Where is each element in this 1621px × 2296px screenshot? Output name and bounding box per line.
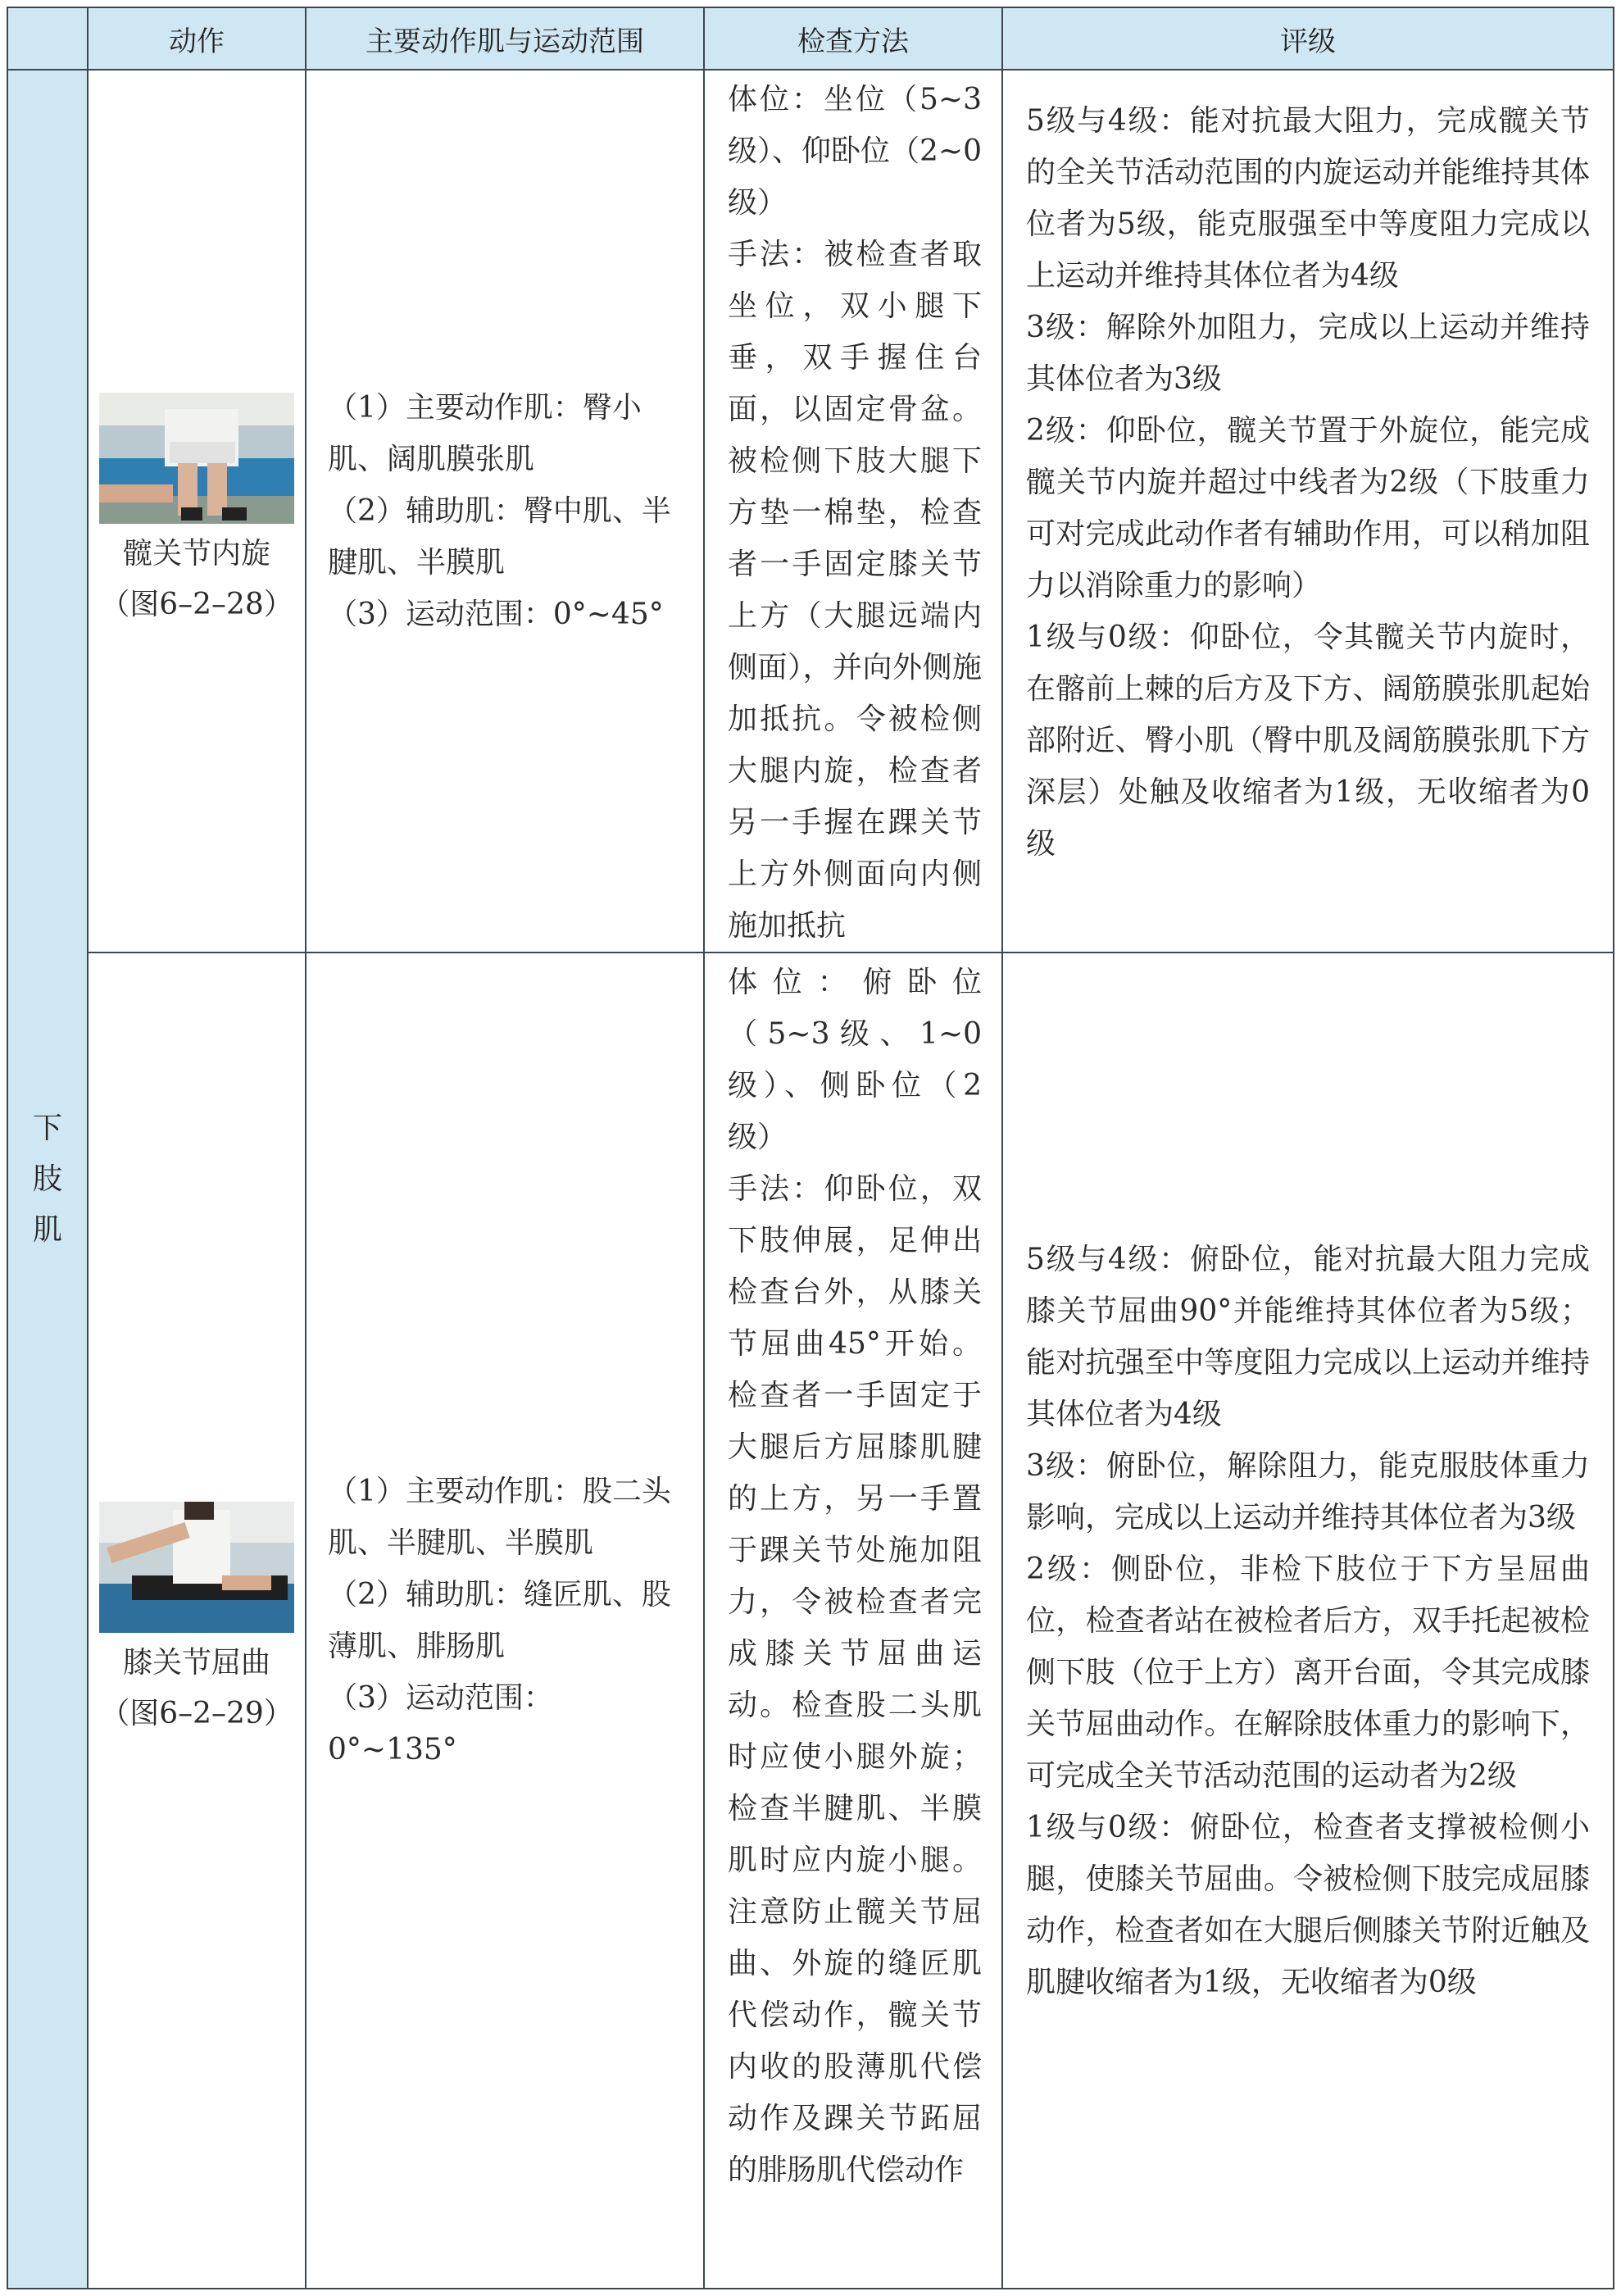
grade-line: 1级与0级：俯卧位，检查者支撑被检侧小腿，使膝关节屈曲。令被检侧下肢完成屈膝动作，检查者如在大腿后侧膝关节附近触及肌腱收缩者为1级，无收缩者为0级 bbox=[1026, 1810, 1590, 1999]
method-cell bbox=[704, 952, 1002, 2289]
grade-cell bbox=[1002, 952, 1614, 2289]
muscles-line: （2）辅助肌：臀中肌、半腱肌、半膜肌 bbox=[328, 494, 671, 580]
group-cell bbox=[7, 70, 88, 2289]
muscles-line: （1）主要动作肌：股二头肌、半腱肌、半膜肌 bbox=[328, 1475, 671, 1560]
header-group bbox=[7, 7, 88, 70]
muscle-test-table bbox=[7, 7, 1614, 2289]
method-technique: 手法：被检查者取坐位，双小腿下垂，双手握住台面，以固定骨盆。被检侧下肢大腿下方垫一棉垫，检查者一手固定膝关节上方（大腿远端内侧面），并向外侧施加抵抗。令被检侧大腿内旋，检查者另一手握在踝关节上方外侧面向内侧施加抵抗 bbox=[728, 238, 982, 943]
muscles-line: （2）辅助肌：缝匠肌、股薄肌、腓肠肌 bbox=[328, 1578, 671, 1663]
table-row bbox=[7, 70, 1614, 952]
grade-line: 5级与4级：能对抗最大阻力，完成髋关节的全关节活动范围的内旋运动并能维持其体位者为5级，能克服强至中等度阻力完成以上运动并维持其体位者为4级 bbox=[1026, 104, 1590, 293]
method-technique: 手法：仰卧位，双下肢伸展，足伸出检查台外，从膝关节屈曲45°开始。检查者一手固定于大腿后方屈膝肌腱的上方，另一手置于踝关节处施加阻力，令被检查者完成膝关节屈曲运动。检查股二头肌时应使小腿外旋；检查半腱肌、半膜肌时应内旋小腿。注意防止髋关节屈曲、外旋的缝匠肌代偿动作，髋关节内收的股薄肌代偿动作及踝关节跖屈的腓肠肌代偿动作 bbox=[728, 1172, 982, 2187]
action-name: 膝关节屈曲 bbox=[122, 1646, 270, 1680]
hip-internal-rotation-photo bbox=[99, 393, 294, 524]
group-label: 下 肢 肌 bbox=[32, 1111, 62, 1247]
action-name: 髋关节内旋 bbox=[122, 536, 270, 571]
grade-line: 5级与4级：俯卧位，能对抗最大阻力完成膝关节屈曲90°并能维持其体位者为5级；能对抗强至中等度阻力完成以上运动并维持其体位者为4级 bbox=[1026, 1242, 1590, 1431]
header-grade: 评级 bbox=[1002, 7, 1614, 70]
action-cell bbox=[88, 70, 306, 952]
grade-line: 3级：俯卧位，解除阻力，能克服肢体重力影响，完成以上运动并维持其体位者为3级 bbox=[1026, 1448, 1590, 1534]
header-muscles: 主要动作肌与运动范围 bbox=[306, 7, 704, 70]
knee-flexion-photo bbox=[99, 1502, 294, 1633]
method-position: 体位：坐位（5~3级）、仰卧位（2~0级） bbox=[728, 83, 982, 220]
table-row bbox=[7, 952, 1614, 2289]
header-row bbox=[7, 7, 1614, 70]
muscles-cell bbox=[306, 952, 704, 2289]
grade-cell bbox=[1002, 70, 1614, 952]
muscles-line: （1）主要动作肌：臀小肌、阔肌膜张肌 bbox=[328, 391, 642, 476]
grade-line: 2级：仰卧位，髋关节置于外旋位，能完成髋关节内旋并超过中线者为2级（下肢重力可对完成此动作者有辅助作用，可以稍加阻力以消除重力的影响） bbox=[1026, 414, 1590, 602]
header-method: 检查方法 bbox=[704, 7, 1002, 70]
figure-ref: （图6–2–29） bbox=[100, 1697, 293, 1730]
muscles-line: （3）运动范围：0°~45° bbox=[328, 598, 664, 631]
muscles-line: （3）运动范围：0°~135° bbox=[328, 1681, 553, 1766]
header-action: 动作 bbox=[88, 7, 306, 70]
action-cell bbox=[88, 952, 306, 2289]
method-cell bbox=[704, 70, 1002, 952]
muscles-cell bbox=[306, 70, 704, 952]
figure-ref: （图6–2–28） bbox=[100, 587, 293, 621]
grade-line: 3级：解除外加阻力，完成以上运动并维持其体位者为3级 bbox=[1026, 311, 1590, 396]
grade-line: 2级：侧卧位，非检下肢位于下方呈屈曲位，检查者站在被检者后方，双手托起被检侧下肢（位于上方）离开台面，令其完成膝关节屈曲动作。在解除肢体重力的影响下，可完成全关节活动范围的运动者为2级 bbox=[1026, 1552, 1590, 1793]
grade-line: 1级与0级：仰卧位，令其髋关节内旋时，在髂前上棘的后方及下方、阔筋膜张肌起始部附近、臀小肌（臀中肌及阔筋膜张肌下方深层）处触及收缩者为1级，无收缩者为0级 bbox=[1026, 621, 1590, 861]
method-position: 体位：俯卧位（5~3级、1~0级）、侧卧位（2级） bbox=[728, 966, 982, 1154]
